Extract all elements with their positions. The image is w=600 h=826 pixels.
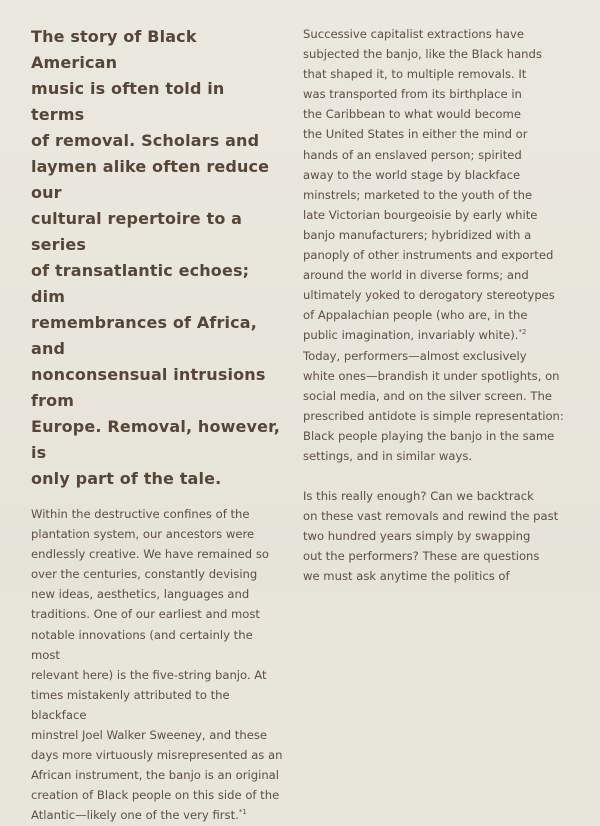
banjo-origin-paragraph xyxy=(31,504,283,826)
removals-text-part-1: Successive capitalist extractions have subjected the banjo, like the Black hands that shaped it, to multiple removals. It was transported from its birthplace in the Caribbean to what would become the United States in either the mind or hands of an enslaved person; spirited away to the world stage by blackface minstrels; marketed to the youth of the late Victorian bourgeoisie by early white banjo manufacturers; hybridized with a panoply of other instruments and exported around the world in diverse forms; and ultimately yoked to derogatory stereotypes of Appalachian people (who are, in the public imagination, invariably white). xyxy=(303,27,555,343)
footnote-marker-1: *1 xyxy=(238,808,247,817)
questions-paragraph: Is this really enough? Can we backtrack on these vast removals and rewind the past two hundred years simply by swapping out the performers? These are questions we must ask anytime the politics of xyxy=(303,489,559,584)
left-column xyxy=(31,24,283,826)
removals-paragraph xyxy=(303,24,583,466)
removals-text-part-2: Today, performers—almost exclusively white ones—brandish it under spotlights, on social media, and on the silver screen. The prescribed antidote is simple representation: Black people playing the banjo in the same settings, and in similar ways. xyxy=(303,348,564,463)
footnote-marker-2: *2 xyxy=(518,328,527,337)
banjo-origin-text: Within the destructive confines of the plantation system, our ancestors were endlessly creative. We have remained so over the centuries, constantly devising new ideas, aesthetics, languages and traditions. One of our earliest and most notable innovations (and certainly the most relevant here) is the five-string banjo. At times mistakenly attributed to the blackface minstrel Joel Walker Sweeney, and these days more virtuously misrepresented as an African instrument, the banjo is an original creation of Black people on this side of the Atlantic—likely one of the very first. xyxy=(31,507,283,823)
intro-paragraph: The story of Black American music is often told in terms of removal. Scholars and laymen alike often reduce our cultural repertoire to a series of transatlantic echoes; dim remembrances of Africa, and nonconsensual intrusions from Europe. Removal, however, is only part of the tale. xyxy=(31,27,281,488)
right-column xyxy=(303,24,583,587)
